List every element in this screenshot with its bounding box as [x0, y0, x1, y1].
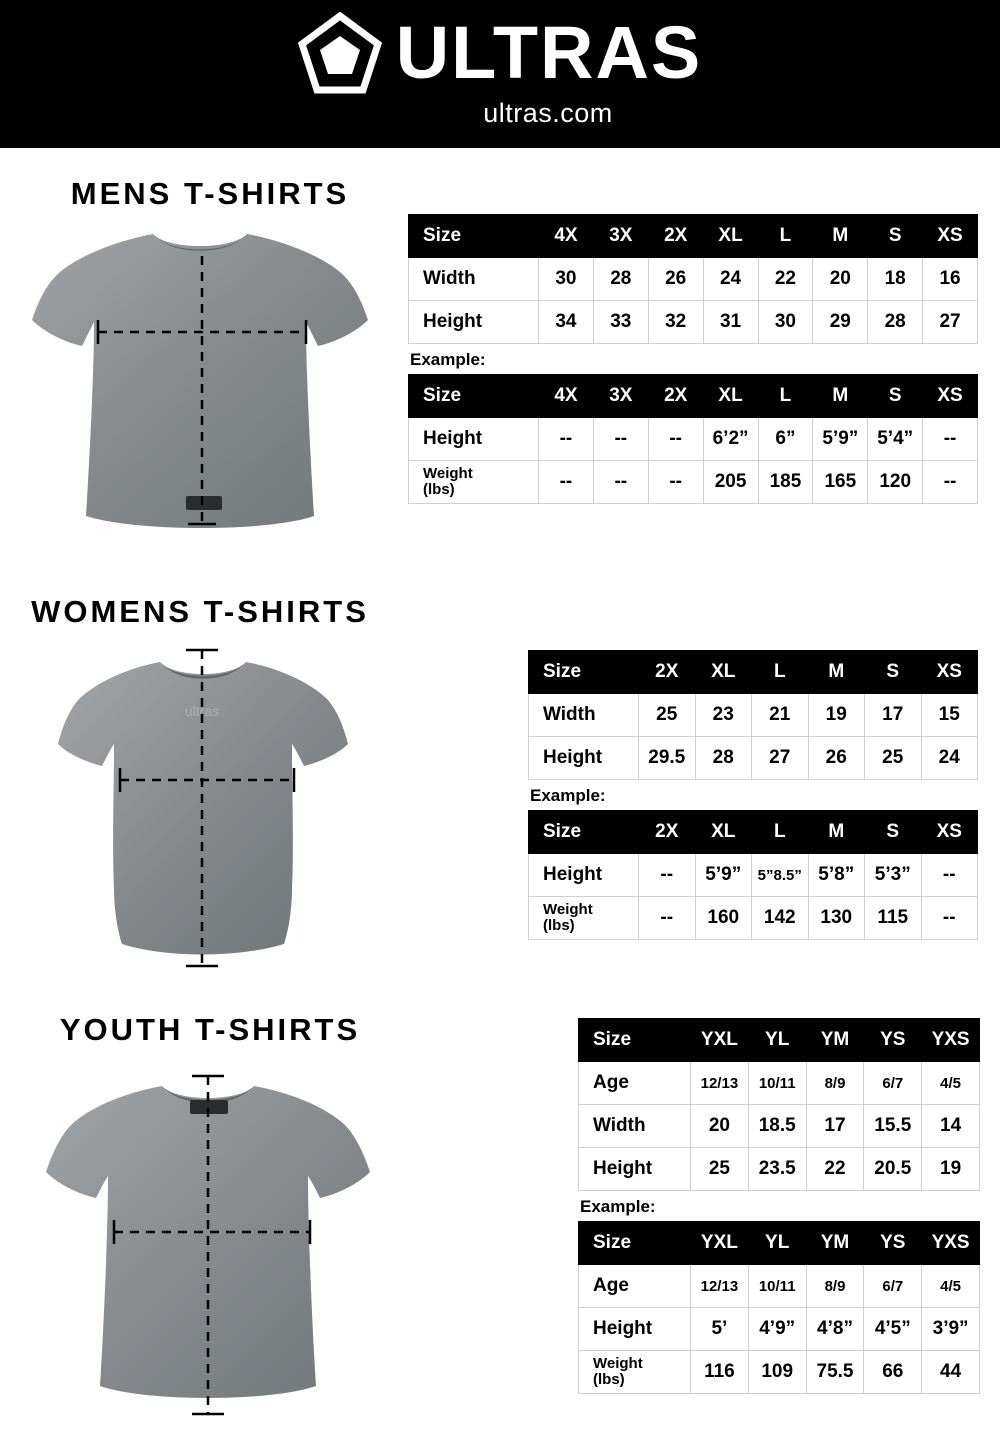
col-m: M [813, 375, 868, 418]
cell: 34 [539, 301, 594, 344]
table-row [579, 1265, 980, 1308]
col-s: S [865, 811, 922, 854]
weight-label-line2: (lbs) [593, 1371, 625, 1388]
cell: 19 [808, 694, 865, 737]
youth-size-table [578, 1018, 980, 1191]
weight-label-line1: Weight [593, 1355, 643, 1373]
cell: 5’9” [813, 418, 868, 461]
cell: 185 [758, 461, 813, 504]
row-label-width: Width [529, 694, 639, 737]
cell: 26 [648, 258, 703, 301]
row-label-height: Height [409, 418, 539, 461]
youth-example-table [578, 1221, 980, 1394]
cell: 3’9” [922, 1308, 980, 1351]
col-4x: 4X [539, 375, 594, 418]
table-row [529, 854, 978, 897]
cell: 20 [691, 1105, 749, 1148]
cell: 116 [691, 1351, 749, 1394]
mens-tables [408, 214, 978, 504]
cell: -- [539, 418, 594, 461]
col-xs: XS [921, 811, 978, 854]
cell: 20 [813, 258, 868, 301]
section-title-youth: YOUTH T-SHIRTS [59, 1012, 361, 1047]
cell: 5”8.5” [752, 854, 809, 897]
row-label-width: Width [409, 258, 539, 301]
col-ym: YM [806, 1222, 864, 1265]
cell: 4’9” [748, 1308, 806, 1351]
col-xs: XS [923, 375, 978, 418]
col-yxl: YXL [691, 1222, 749, 1265]
mens-example-table [408, 374, 978, 504]
col-s: S [865, 651, 922, 694]
mens-example-label: Example: [410, 350, 486, 369]
col-xs: XS [921, 651, 978, 694]
cell: 5’3” [865, 854, 922, 897]
col-l: L [758, 375, 813, 418]
cell: -- [921, 897, 978, 940]
col-size: Size [579, 1019, 691, 1062]
brand-name: ULTRAS [395, 11, 703, 95]
col-xl: XL [703, 215, 758, 258]
cell: -- [921, 854, 978, 897]
cell: 4/5 [922, 1265, 980, 1308]
col-2x: 2X [648, 215, 703, 258]
col-l: L [752, 811, 809, 854]
cell: 18 [868, 258, 923, 301]
cell: 6” [758, 418, 813, 461]
cell: 165 [813, 461, 868, 504]
table-row [409, 301, 978, 344]
womens-size-table [528, 650, 978, 780]
col-xl: XL [695, 811, 752, 854]
table-header-row [579, 1222, 980, 1265]
cell: 160 [695, 897, 752, 940]
row-label-height: Height [579, 1148, 691, 1191]
cell: 29 [813, 301, 868, 344]
cell: 30 [539, 258, 594, 301]
cell: 27 [752, 737, 809, 780]
col-size: Size [409, 375, 539, 418]
row-label-weight [529, 897, 639, 940]
cell: 32 [648, 301, 703, 344]
cell: 33 [593, 301, 648, 344]
col-2x: 2X [648, 375, 703, 418]
section-youth [0, 998, 1000, 1444]
table-row [409, 258, 978, 301]
womens-example-table [528, 810, 978, 940]
cell: -- [923, 418, 978, 461]
cell: 20.5 [864, 1148, 922, 1191]
cell: 4’8” [806, 1308, 864, 1351]
col-size: Size [529, 811, 639, 854]
brand-lockup [298, 12, 703, 129]
row-label-width: Width [579, 1105, 691, 1148]
cell: 6/7 [864, 1062, 922, 1105]
weight-label-line2: (lbs) [543, 917, 575, 934]
cell: 25 [639, 694, 696, 737]
cell: 25 [865, 737, 922, 780]
col-size: Size [409, 215, 539, 258]
cell: 8/9 [806, 1265, 864, 1308]
table-row [409, 418, 978, 461]
cell: 17 [806, 1105, 864, 1148]
cell: 6’2” [703, 418, 758, 461]
mens-size-table [408, 214, 978, 344]
table-header-row [529, 811, 978, 854]
table-row [579, 1308, 980, 1351]
womens-tables [528, 650, 978, 940]
col-2x: 2X [639, 651, 696, 694]
cell: -- [648, 418, 703, 461]
section-title-womens: WOMENS T-SHIRTS [31, 594, 369, 629]
col-ys: YS [864, 1019, 922, 1062]
col-m: M [808, 811, 865, 854]
table-header-row [409, 215, 978, 258]
col-yxs: YXS [922, 1222, 980, 1265]
weight-label-line1: Weight [423, 465, 473, 483]
row-label-age: Age [579, 1265, 691, 1308]
cell: 23 [695, 694, 752, 737]
table-header-row [579, 1019, 980, 1062]
col-size: Size [529, 651, 639, 694]
cell: 66 [864, 1351, 922, 1394]
cell: 4’5” [864, 1308, 922, 1351]
cell: 26 [808, 737, 865, 780]
col-xl: XL [695, 651, 752, 694]
col-4x: 4X [539, 215, 594, 258]
cell: -- [539, 461, 594, 504]
cell: 15.5 [864, 1105, 922, 1148]
cell: 28 [868, 301, 923, 344]
table-row [409, 461, 978, 504]
cell: 22 [806, 1148, 864, 1191]
table-header-row [409, 375, 978, 418]
row-label-height: Height [409, 301, 539, 344]
table-row [579, 1351, 980, 1394]
col-2x: 2X [639, 811, 696, 854]
cell: 31 [703, 301, 758, 344]
cell: 19 [922, 1148, 980, 1191]
col-m: M [813, 215, 868, 258]
col-l: L [752, 651, 809, 694]
table-header-row [529, 651, 978, 694]
row-label-height: Height [579, 1308, 691, 1351]
cell: -- [593, 461, 648, 504]
mens-tshirt-illustration [18, 220, 388, 550]
cell: 15 [921, 694, 978, 737]
row-label-weight [579, 1351, 691, 1394]
youth-tables [578, 1018, 980, 1394]
cell: 24 [703, 258, 758, 301]
table-row [529, 694, 978, 737]
col-yl: YL [748, 1019, 806, 1062]
cell: 205 [703, 461, 758, 504]
pentagon-logo-icon [298, 12, 382, 96]
row-label-weight [409, 461, 539, 504]
cell: 30 [758, 301, 813, 344]
table-row [529, 897, 978, 940]
cell: 21 [752, 694, 809, 737]
cell: 29.5 [639, 737, 696, 780]
cell: 16 [923, 258, 978, 301]
col-l: L [758, 215, 813, 258]
weight-label-line2: (lbs) [423, 481, 455, 498]
cell: 12/13 [691, 1265, 749, 1308]
brand-website: ultras.com [483, 97, 613, 128]
row-label-height: Height [529, 737, 639, 780]
col-xs: XS [923, 215, 978, 258]
row-label-age: Age [579, 1062, 691, 1105]
cell: 17 [865, 694, 922, 737]
youth-example-label: Example: [580, 1197, 656, 1216]
col-s: S [868, 215, 923, 258]
cell: 142 [752, 897, 809, 940]
brand-row [298, 12, 703, 96]
section-title-mens: MENS T-SHIRTS [70, 176, 350, 211]
cell: 5’8” [808, 854, 865, 897]
table-row [579, 1148, 980, 1191]
cell: 24 [921, 737, 978, 780]
col-yxs: YXS [922, 1019, 980, 1062]
table-row [579, 1105, 980, 1148]
cell: 109 [748, 1351, 806, 1394]
cell: 130 [808, 897, 865, 940]
cell: -- [639, 854, 696, 897]
youth-tshirt-illustration [38, 1056, 378, 1426]
col-yl: YL [748, 1222, 806, 1265]
cell: 23.5 [748, 1148, 806, 1191]
cell: 18.5 [748, 1105, 806, 1148]
cell: 27 [923, 301, 978, 344]
cell: 12/13 [691, 1062, 749, 1105]
section-mens [0, 148, 1000, 578]
cell: 14 [922, 1105, 980, 1148]
row-label-height: Height [529, 854, 639, 897]
cell: 75.5 [806, 1351, 864, 1394]
cell: 28 [593, 258, 648, 301]
womens-tshirt-illustration [42, 636, 362, 976]
col-size: Size [579, 1222, 691, 1265]
cell: 6/7 [864, 1265, 922, 1308]
col-xl: XL [703, 375, 758, 418]
table-row [579, 1062, 980, 1105]
col-m: M [808, 651, 865, 694]
cell: 10/11 [748, 1062, 806, 1105]
cell: 8/9 [806, 1062, 864, 1105]
col-3x: 3X [593, 375, 648, 418]
cell: 44 [922, 1351, 980, 1394]
cell: -- [593, 418, 648, 461]
cell: 120 [868, 461, 923, 504]
cell: 25 [691, 1148, 749, 1191]
col-yxl: YXL [691, 1019, 749, 1062]
cell: -- [639, 897, 696, 940]
col-ys: YS [864, 1222, 922, 1265]
cell: -- [648, 461, 703, 504]
cell: -- [923, 461, 978, 504]
cell: 22 [758, 258, 813, 301]
svg-text:ultras: ultras [184, 703, 220, 719]
col-3x: 3X [593, 215, 648, 258]
cell: 115 [865, 897, 922, 940]
col-s: S [868, 375, 923, 418]
section-womens [0, 578, 1000, 998]
womens-example-label: Example: [530, 786, 606, 805]
cell: 5’9” [695, 854, 752, 897]
page-header [0, 0, 1000, 148]
weight-label-line1: Weight [543, 901, 593, 919]
cell: 5’4” [868, 418, 923, 461]
cell: 4/5 [922, 1062, 980, 1105]
cell: 5’ [691, 1308, 749, 1351]
col-ym: YM [806, 1019, 864, 1062]
cell: 28 [695, 737, 752, 780]
table-row [529, 737, 978, 780]
cell: 10/11 [748, 1265, 806, 1308]
